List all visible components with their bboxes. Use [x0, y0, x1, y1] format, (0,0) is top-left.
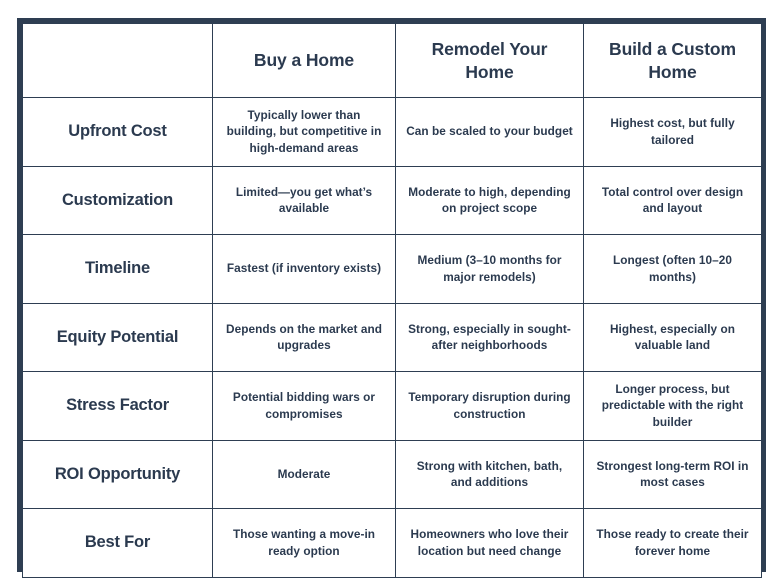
- cell-customization-buy: Limited—you get what’s available: [213, 166, 396, 235]
- row-label-timeline: Timeline: [23, 235, 213, 304]
- cell-timeline-buy: Fastest (if inventory exists): [213, 235, 396, 304]
- table-row: [23, 166, 762, 235]
- comparison-table: [22, 23, 762, 578]
- table-body: [23, 98, 762, 578]
- cell-stress-factor-remodel: Temporary disruption during construction: [396, 372, 584, 441]
- cell-best-for-remodel: Homeowners who love their location but need change: [396, 509, 584, 578]
- comparison-table-container: [17, 18, 766, 572]
- row-label-upfront-cost: Upfront Cost: [23, 98, 213, 167]
- row-label-best-for: Best For: [23, 509, 213, 578]
- row-label-customization: Customization: [23, 166, 213, 235]
- table-row: [23, 303, 762, 372]
- table-row: [23, 440, 762, 509]
- cell-timeline-build: Longest (often 10–20 months): [584, 235, 762, 304]
- cell-roi-opportunity-buy: Moderate: [213, 440, 396, 509]
- table-row: [23, 509, 762, 578]
- cell-best-for-build: Those ready to create their forever home: [584, 509, 762, 578]
- table-corner-cell: [23, 24, 213, 98]
- cell-timeline-remodel: Medium (3–10 months for major remodels): [396, 235, 584, 304]
- column-header-buy-a-home: Buy a Home: [213, 24, 396, 98]
- cell-customization-build: Total control over design and layout: [584, 166, 762, 235]
- table-row: [23, 98, 762, 167]
- column-header-build-a-custom-home: Build a Custom Home: [584, 24, 762, 98]
- row-label-stress-factor: Stress Factor: [23, 372, 213, 441]
- row-label-roi-opportunity: ROI Opportunity: [23, 440, 213, 509]
- row-label-equity-potential: Equity Potential: [23, 303, 213, 372]
- cell-equity-potential-buy: Depends on the market and upgrades: [213, 303, 396, 372]
- cell-roi-opportunity-remodel: Strong with kitchen, bath, and additions: [396, 440, 584, 509]
- column-header-remodel-your-home: Remodel Your Home: [396, 24, 584, 98]
- cell-upfront-cost-buy: Typically lower than building, but competitive in high-demand areas: [213, 98, 396, 167]
- cell-upfront-cost-remodel: Can be scaled to your budget: [396, 98, 584, 167]
- cell-stress-factor-build: Longer process, but predictable with the right builder: [584, 372, 762, 441]
- table-row: [23, 235, 762, 304]
- cell-customization-remodel: Moderate to high, depending on project scope: [396, 166, 584, 235]
- table-header-row: [23, 24, 762, 98]
- cell-equity-potential-build: Highest, especially on valuable land: [584, 303, 762, 372]
- table-header: [23, 24, 762, 98]
- cell-best-for-buy: Those wanting a move-in ready option: [213, 509, 396, 578]
- cell-stress-factor-buy: Potential bidding wars or compromises: [213, 372, 396, 441]
- cell-upfront-cost-build: Highest cost, but fully tailored: [584, 98, 762, 167]
- cell-roi-opportunity-build: Strongest long-term ROI in most cases: [584, 440, 762, 509]
- table-row: [23, 372, 762, 441]
- cell-equity-potential-remodel: Strong, especially in sought-after neighborhoods: [396, 303, 584, 372]
